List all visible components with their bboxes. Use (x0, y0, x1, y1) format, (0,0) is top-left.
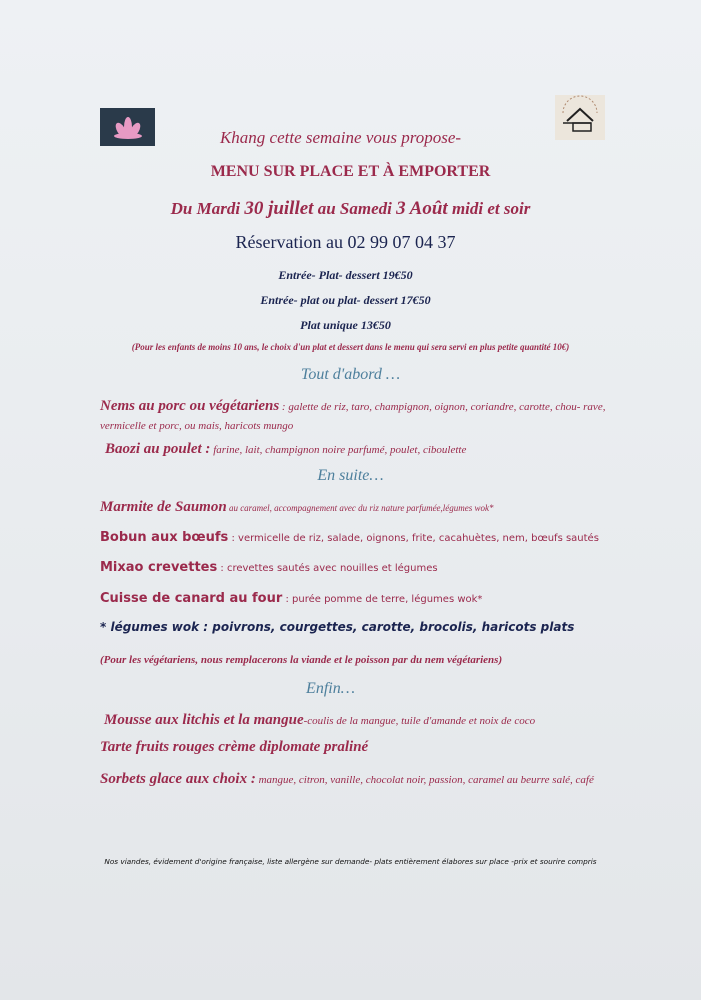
section-title-mains: En suite… (317, 467, 384, 484)
item-name: Baozi au poulet : (105, 441, 211, 457)
item-name: Tarte fruits rouges crème diplomate praliné (100, 739, 369, 755)
item-desc: mangue, citron, vanille, chocolat noir, passion, caramel au beurre salé, café (255, 774, 594, 786)
item-desc: : galette de riz, taro, champignon, oignon, coriandre, carotte, chou- rave, vermicelle et porc, ou mais, haricots mungo (100, 401, 606, 432)
vegetarian-note: (Pour les végétariens, nous remplacerons la viande et le poisson par du nem végétariens) (100, 654, 503, 666)
item-name: Mousse aux litchis et la mangue (104, 712, 304, 728)
dates-suffix: midi et soir (451, 199, 531, 218)
item-desc: : vermicelle de riz, salade, oignons, frite, cacahuètes, nem, bœufs sautés (228, 533, 599, 544)
menu-item (100, 558, 620, 577)
menu-item (105, 440, 625, 459)
price-line: Plat unique 13€50 (300, 318, 391, 332)
item-name: Sorbets glace aux choix : (100, 771, 256, 787)
date-start: 30 juillet (244, 198, 314, 219)
item-name: Mixao crevettes (100, 560, 218, 575)
dates-line (0, 198, 701, 220)
menu-item (100, 528, 620, 547)
section-title-desserts: Enfin… (306, 680, 355, 697)
date-end: 3 Août (396, 198, 448, 219)
item-name: Cuisse de canard au four (100, 591, 283, 606)
menu-title: MENU SUR PLACE ET À EMPORTER (210, 163, 491, 180)
menu-item (100, 397, 620, 435)
reservation-phone: Réservation au 02 99 07 04 37 (235, 232, 456, 252)
menu-item (104, 711, 624, 730)
price-line: Entrée- Plat- dessert 19€50 (278, 268, 413, 282)
item-name: Bobun aux bœufs (100, 530, 229, 545)
item-name: Nems au porc ou végétariens (100, 398, 280, 414)
menu-item (100, 589, 620, 608)
menu-item (100, 498, 620, 517)
item-desc: au caramel, accompagnement avec du riz nature parfumée,légumes wok* (226, 503, 494, 513)
price-line: Entrée- plat ou plat- dessert 17€50 (260, 293, 431, 307)
menu-item (100, 770, 620, 789)
dates-prefix: Du Mardi (170, 199, 241, 218)
item-desc: : crevettes sautés avec nouilles et légumes (217, 563, 438, 574)
children-note: (Pour les enfants de moins 10 ans, le choix d'un plat et dessert dans le menu qui sera servi en plus petite quantité 10€) (131, 342, 570, 352)
wok-note: * légumes wok : poivrons, courgettes, carotte, brocolis, haricots plats (100, 620, 575, 634)
item-desc: -coulis de la mangue, tuile d'amande et noix de coco (303, 715, 536, 727)
item-desc: : purée pomme de terre, légumes wok* (282, 594, 483, 605)
intro-text: Khang cette semaine vous propose- (219, 128, 462, 147)
menu-item (100, 738, 620, 757)
item-desc: farine, lait, champignon noire parfumé, poulet, ciboulette (210, 444, 467, 456)
section-title-starters: Tout d'abord … (300, 366, 401, 383)
item-name: Marmite de Saumon (100, 499, 227, 515)
dates-mid: au Samedi (317, 199, 392, 218)
footer-note: Nos viandes, évidement d'origine française, liste allergène sur demande- plats entièrement élabores sur place -prix et sourire compris (104, 857, 597, 866)
